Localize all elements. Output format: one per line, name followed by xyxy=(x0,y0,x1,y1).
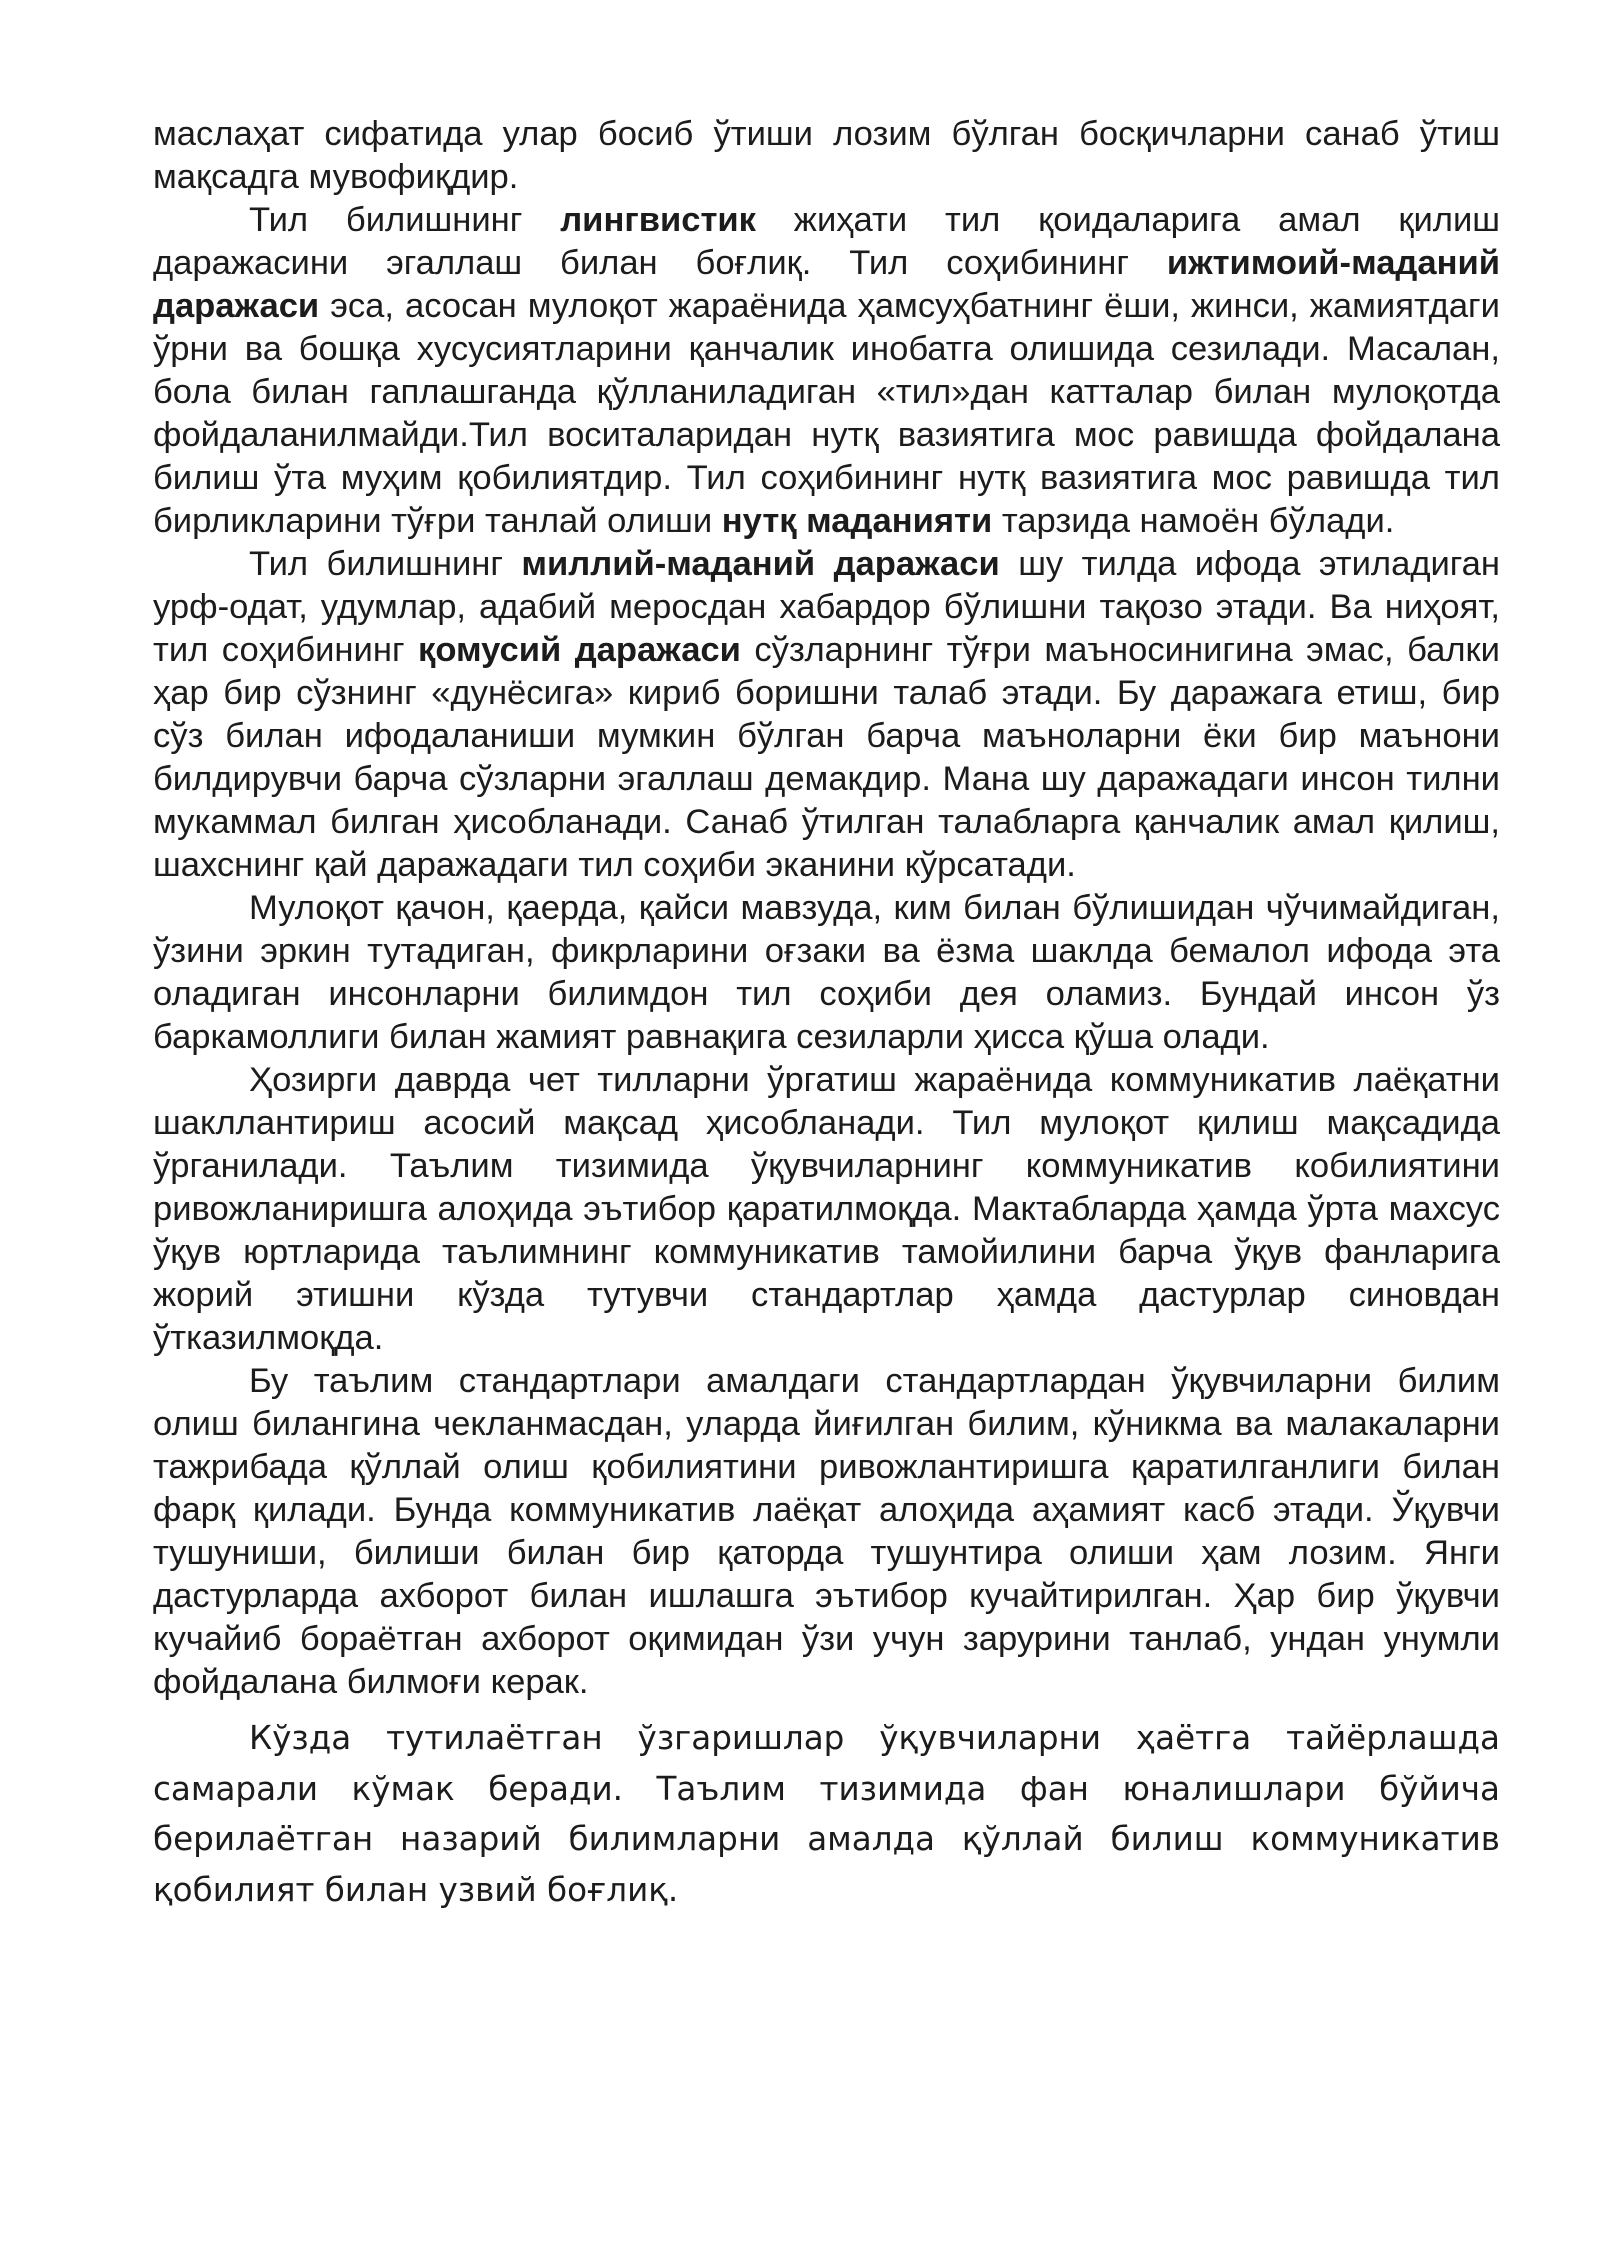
paragraph xyxy=(153,1059,1500,1360)
paragraph xyxy=(153,543,1500,887)
bold-term: миллий-маданий даражаси xyxy=(521,545,1000,583)
text-run: Ҳозирги даврда чет тилларни ўргатиш жараёнида коммуникатив лаёқатни шакллантириш асосий мақсад ҳисобланади. Тил мулоқот қилиш мақсадида ўрганилади. Таълим тизимида ўқувчиларнинг коммуникатив кобилиятини ривожланиришга алоҳида эътибор қаратилмоқда. Мактабларда ҳамда ўрта махсус ўқув юртларида таълимнинг коммуникатив тамойилини барча ўқув фанларига жорий этишни кўзда тутувчи стандартлар ҳамда дастурлар синовдан ўтказилмоқда. xyxy=(153,1061,1500,1357)
text-run: тарзида намоён бўлади. xyxy=(992,502,1395,540)
bold-term: лингвистик xyxy=(560,201,756,239)
bold-term: қомусий даражаси xyxy=(418,631,741,669)
text-run: маслаҳат сифатида улар босиб ўтиши лозим бўлган босқичларни санаб ўтиш мақсадга мувофиқдир. xyxy=(153,115,1500,196)
document-page xyxy=(153,113,1500,1915)
text-run: Тил билишнинг xyxy=(249,545,522,583)
text-run: Мулоқот қачон, қаерда, қайси мавзуда, ким билан бўлишидан чўчимайдиган, ўзини эркин тутадиган, фикрларини оғзаки ва ёзма шаклда бемалол ифода эта оладиган инсонларни билимдон тил соҳиби дея оламиз. Бундай инсон ўз баркамоллиги билан жамият равнақига сезиларли ҳисса қўша олади. xyxy=(153,889,1500,1056)
paragraph xyxy=(153,113,1500,199)
paragraph xyxy=(153,1360,1500,1704)
text-run: сўзларнинг тўғри маъносинигина эмас, балки ҳар бир сўзнинг «дунёсига» кириб боришни талаб этади. Бу даражага етиш, бир сўз билан ифодаланиши мумкин бўлган барча маъноларни ёки бир маънони билдирувчи барча сўзларни эгаллаш демакдир. Мана шу даражадаги инсон тилни мукаммал билган ҳисобланади. Санаб ўтилган талабларга қанчалик амал қилиш, шахснинг қай даражадаги тил соҳиби эканини кўрсатади. xyxy=(153,631,1500,884)
text-run: эса, асосан мулоқот жараёнида ҳамсуҳбатнинг ёши, жинси, жамиятдаги ўрни ва бошқа хусусиятларини қанчалик инобатга олишида сезилади. Масалан, бола билан гаплашганда қўлланиладиган «тил»дан катталар билан мулоқотда фойдаланилмайди.Тил воситаларидан нутқ вазиятига мос равишда фойдалана билиш ўта муҳим қобилиятдир. Тил соҳибининг нутқ вазиятига мос равишда тил бирликларини тўғри танлай олиши xyxy=(153,287,1500,540)
text-run: шу тилда ифода этиладиган урф-одат, удумлар, адабий меросдан хабардор бўлишни тақозо этади. Ва ниҳоят, тил соҳибининг xyxy=(153,545,1500,669)
bold-term: ижтимоий-маданий даражаси xyxy=(153,244,1500,325)
text-run: жиҳати тил қоидаларига амал қилиш даражасини эгаллаш билан боғлиқ. Тил соҳибининг xyxy=(153,201,1500,282)
bold-term: нутқ маданияти xyxy=(721,502,993,540)
text-run: Тил билишнинг xyxy=(249,201,561,239)
paragraph xyxy=(153,887,1500,1059)
closing-paragraph xyxy=(153,1713,1500,1915)
paragraph xyxy=(153,199,1500,543)
text-run: Кўзда тутилаётган ўзгаришлар ўқувчиларни ҳаётга тайёрлашда самарали кўмак беради. Таълим тизимида фан юналишлари бўйича берилаётган назарий билимларни амалда қўллай билиш коммуникатив қобилият билан узвий боғлиқ. xyxy=(153,1719,1500,1909)
text-run: Бу таълим стандартлари амалдаги стандартлардан ўқувчиларни билим олиш билангина чекланмасдан, уларда йиғилган билим, кўникма ва малакаларни тажрибада қўллай олиш қобилиятини ривожлантиришга қаратилганлиги билан фарқ қилади. Бунда коммуникатив лаёқат алоҳида аҳамият касб этади. Ўқувчи тушуниши, билиши билан бир қаторда тушунтира олиши ҳам лозим. Янги дастурларда ахборот билан ишлашга эътибор кучайтирилган. Ҳар бир ўқувчи кучайиб бораётган ахборот оқимидан ўзи учун зарурини танлаб, ундан унумли фойдалана билмоғи керак. xyxy=(153,1362,1500,1701)
